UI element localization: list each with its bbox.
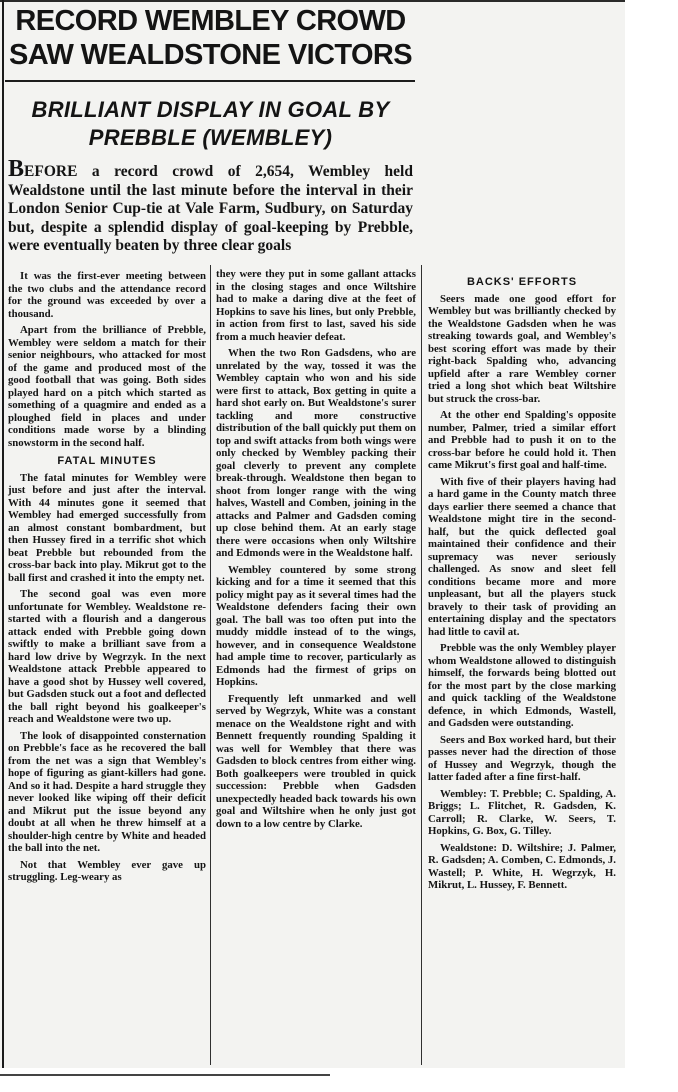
wealdstone-lineup: [428, 842, 616, 892]
paragraph: they were they put in some gallant attacks in the closing stages and once Wiltshire had to make a daring dive at the feet of Hopkins to save his lines, but only Prebble, in action from first to last, saved his side from a much heavier defeat.: [216, 268, 416, 343]
wembley-lineup: [428, 788, 616, 838]
paragraph: The fatal minutes for Wembley were just before and just after the interval. With 44 minutes gone it seemed that Wembley had emerged successfully from an almost constant bombardment, but then Hussey fired in a terrific shot which beat Prebble but rebounded from the cross-bar back into play. Mikrut got to the ball first and crashed it into the empty net.: [8, 471, 206, 584]
left-border: [2, 0, 4, 1068]
paragraph: With five of their players having had a hard game in the County match three days earlier there seemed a chance that Wealdstone might tire in the second-half, but the quick deflected goal maintained their confidence and their supremacy was never seriously challenged. As snow and sleet fell conditions became more and more unpleasant, but all the players stuck bravely to their task of providing an entertaining display and the spectators had little to cavil at.: [428, 475, 616, 638]
team-players: T. Prebble; C. Spalding, A. Briggs; L. Flitchet, R. Gadsden, K. Carroll; R. Clarke, W. Seers, T. Hopkins, G. Box, G. Tilley.: [428, 787, 616, 837]
bottom-rule: [0, 1074, 330, 1076]
paragraph: The second goal was even more unfortunate for Wembley. Wealdstone re-started with a flourish and a dangerous attack ended with Prebble going down swiftly to make a brilliant save from a hard low drive by Wegrzyk. In the next Wealdstone attack Prebble appeared to have a good shot by Hussey well covered, but Gadsden stuck out a foot and deflected the ball right beyond his goalkeeper's reach and Wealdstone were two up.: [8, 588, 206, 725]
paragraph: Frequently left unmarked and well served by Wegrzyk, White was a constant menace on the Wealdstone right and with Bennett frequently rounding Spalding it was well for Wembley that there was Gadsden to block centres from either wing. Both goalkeepers were troubled in quick succession: Prebble when Gadsden unexpectedly headed back towards his own goal and Wiltshire when he only just got down to a low centre by Clarke.: [216, 692, 416, 830]
column-divider-1: [210, 265, 211, 1065]
top-border: [0, 0, 625, 2]
paragraph: When the two Ron Gadsdens, who are unrelated by the way, tossed it was the Wembley captain who won and his side were first to attack, Box getting in quite a hard shot early on. But Wealdstone's surer tackling and more constructive distribution of the ball quickly put them on top and swift attacks from both wings were only checked by Wembley packing their goal cleverly to prevent any complete break-through. Wealdstone then began to shoot from longer range with the wing halves, Wastell and Comben, joining in the attacks and Palmer and Gadsden coming up close behind them. At an early stage there were occasions when only Wiltshire and Edmonds were in the Wealdstone half.: [216, 347, 416, 559]
paragraph: Seers and Box worked hard, but their passes never had the direction of those of Hussey and Wegrzyk, though the latter faded after a fine first-half.: [428, 733, 616, 783]
paragraph: It was the first-ever meeting between the two clubs and the attendance record for the ground was exceeded by over a thousand.: [8, 270, 206, 320]
column-divider-2: [421, 265, 422, 1065]
article-column-2: [216, 268, 416, 834]
lead-paragraph: [8, 156, 413, 256]
dropcap: B: [8, 156, 25, 182]
paragraph: The look of disappointed consternation on Prebble's face as he recovered the ball from the net was a sign that Wembley's hope of figuring as giant-killers had gone. And so it had. Despite a hard struggle they never looked like wiping off their deficit and Mikrut put the issue beyond any doubt at all when he threw himself at a shoulder-high centre by White and headed the ball into the net.: [8, 729, 206, 854]
subheadline: BRILLIANT DISPLAY IN GOAL BY PREBBLE (WEMBLEY): [31, 97, 390, 150]
paragraph: Seers made one good effort for Wembley but was brilliantly checked by the Wealdstone Gadsden when he was streaking towards goal, and Wembley's best scoring effort was made by their right-back Spalding who, advancing upfield after a rare Wembley corner tried a long shot which beat Wiltshire but struck the cross-bar.: [428, 292, 616, 405]
paragraph: Wembley countered by some strong kicking and for a time it seemed that this policy might pay as it several times had the Wealdstone defenders facing their own goal. The ball was too often put into the muddy middle instead of to the wings, however, and in consequence Wealdstone had ample time to recover, particularly as Edmonds had the firmest of grips on Hopkins.: [216, 563, 416, 688]
article-column-3: [428, 270, 616, 896]
section-heading: BACKS' EFFORTS: [466, 276, 578, 288]
headline-divider: [5, 80, 415, 82]
paragraph: Not that Wembley ever gave up struggling. Leg-weary as: [8, 858, 206, 883]
paragraph: Prebble was the only Wembley player whom Wealdstone allowed to distinguish himself, the forwards being blotted out for the most part by the close marking and quick tackling of the Wealdstone defence, in which Edmonds, Wastell, and Gadsden were outstanding.: [428, 642, 616, 729]
section-heading: FATAL MINUTES: [57, 455, 157, 467]
team-label: Wealdstone:: [440, 841, 497, 854]
paragraph: At the other end Spalding's opposite number, Palmer, tried a similar effort and Prebble had to push it on to the cross-bar before he could hold it. Then came Mikrut's first goal and half-time.: [428, 409, 616, 471]
paragraph: Apart from the brilliance of Prebble, Wembley were seldom a match for their senior neighbours, who attacked for most of the game and produced most of the good football that was going. Both sides played hard on a pitch which started as something of a quagmire and ended as a ploughed field in places and under conditions made worse by a blinding snowstorm in the second half.: [8, 324, 206, 449]
article-column-1: [8, 270, 206, 888]
lead-text: EFORE a record crowd of 2,654, Wembley held Wealdstone until the last minute before the interval in their London Senior Cup-tie at Vale Farm, Sudbury, on Saturday but, despite a splendid display of goal-keeping by Prebble, were eventually beaten by three clear goals: [8, 163, 413, 254]
headline: RECORD WEMBLEY CROWD SAW WEALDSTONE VICTORS: [8, 5, 413, 71]
team-label: Wembley:: [440, 787, 487, 800]
team-players: D. Wiltshire; J. Palmer, R. Gadsden; A. Comben, C. Edmonds, J. Wastell; P. White, H. Wegrzyk, H. Mikrut, L. Hussey, F. Bennett.: [428, 841, 616, 891]
